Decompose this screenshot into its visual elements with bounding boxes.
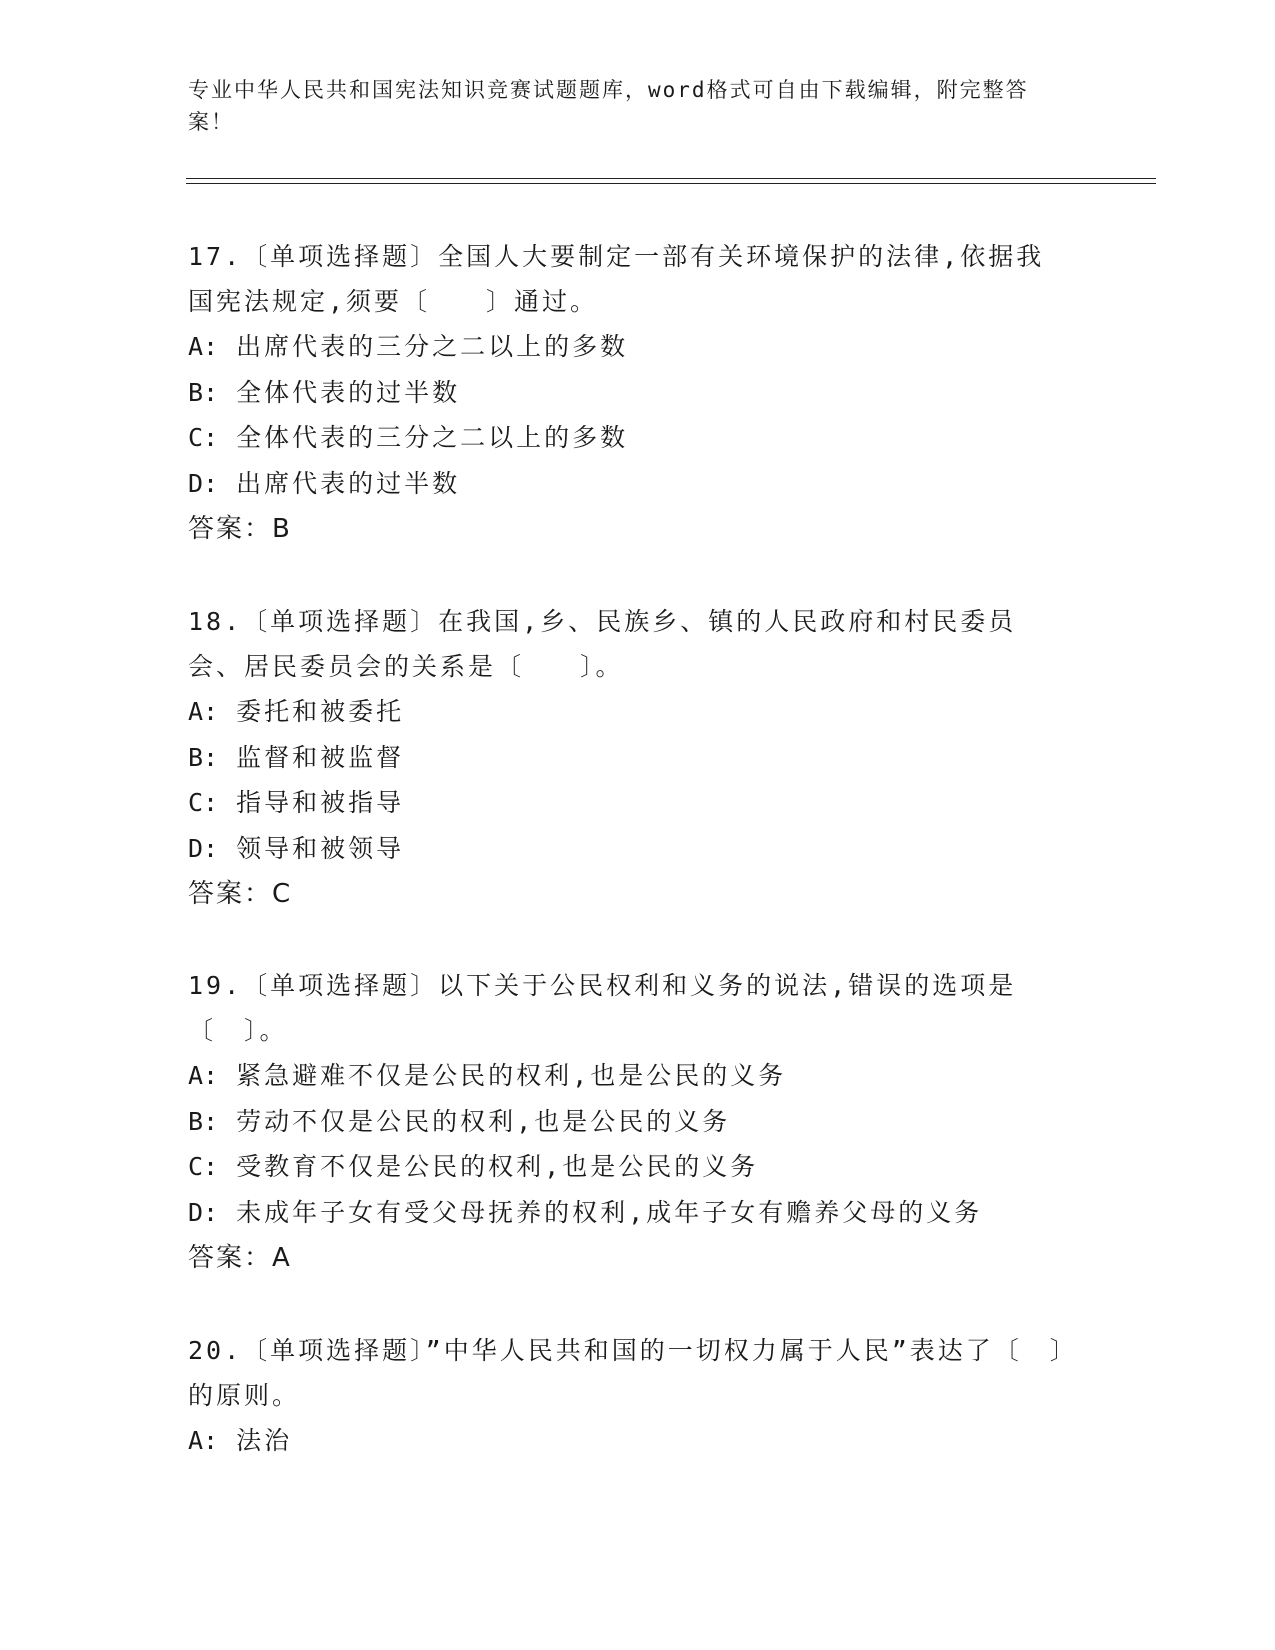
option-text: 紧急避难不仅是公民的权利,也是公民的义务 — [236, 1061, 787, 1090]
option-letter: A: — [188, 1426, 219, 1455]
question-19 — [188, 963, 1068, 1281]
option-letter: C: — [188, 423, 219, 452]
option-text: 出席代表的过半数 — [236, 468, 461, 498]
option-text: 未成年子女有受父母抚养的权利,成年子女有赡养父母的义务 — [236, 1197, 983, 1227]
question-17 — [188, 234, 1068, 552]
question-stem: 17.〔单项选择题〕全国人大要制定一部有关环境保护的法律,依据我国宪法规定,须要〔 〕通过。 — [188, 242, 1045, 316]
option-text: 监督和被监督 — [236, 742, 405, 772]
option-letter: A: — [188, 697, 219, 726]
option-letter: A: — [188, 1061, 219, 1090]
question-stem: 20.〔单项选择题〕”中华人民共和国的一切权力属于人民”表达了〔 〕的原则。 — [188, 1336, 1066, 1410]
option-text: 指导和被指导 — [236, 788, 405, 817]
option-text: 全体代表的三分之二以上的多数 — [236, 423, 629, 452]
option-c — [188, 415, 1068, 461]
option-d — [188, 826, 1068, 872]
option-text: 全体代表的过半数 — [236, 377, 461, 407]
header-divider-top — [186, 178, 1156, 179]
header-divider-bottom — [186, 183, 1156, 184]
option-d — [188, 1190, 1068, 1236]
option-c — [188, 780, 1068, 826]
option-text: 领导和被领导 — [236, 833, 405, 863]
answer-line: 答案：A — [188, 1243, 292, 1273]
option-b — [188, 1099, 1068, 1145]
option-a — [188, 689, 1068, 735]
option-letter: C: — [188, 788, 219, 817]
option-b — [188, 370, 1068, 416]
option-a — [188, 324, 1068, 370]
question-stem: 18.〔单项选择题〕在我国,乡、民族乡、镇的人民政府和村民委员会、居民委员会的关系是〔 〕。 — [188, 607, 1017, 681]
question-stem: 19.〔单项选择题〕以下关于公民权利和义务的说法,错误的选项是〔 〕。 — [188, 971, 1017, 1045]
option-letter: B: — [188, 377, 219, 407]
answer-line: 答案：B — [188, 514, 292, 544]
option-a — [188, 1053, 1068, 1099]
option-letter: C: — [188, 1152, 219, 1181]
option-text: 受教育不仅是公民的权利,也是公民的义务 — [236, 1152, 759, 1181]
option-letter: D: — [188, 468, 219, 498]
option-d — [188, 461, 1068, 507]
option-b — [188, 735, 1068, 781]
option-letter: B: — [188, 742, 219, 772]
option-text: 法治 — [236, 1426, 293, 1455]
option-letter: B: — [188, 1106, 219, 1136]
option-letter: D: — [188, 1197, 219, 1227]
option-c — [188, 1144, 1068, 1190]
option-letter: A: — [188, 332, 219, 361]
question-18 — [188, 599, 1068, 917]
option-text: 委托和被委托 — [236, 697, 405, 726]
option-letter: D: — [188, 833, 219, 863]
option-text: 劳动不仅是公民的权利,也是公民的义务 — [236, 1106, 731, 1136]
option-a — [188, 1418, 1068, 1464]
option-text: 出席代表的三分之二以上的多数 — [236, 332, 629, 361]
question-20 — [188, 1328, 1068, 1464]
document-header: 专业中华人民共和国宪法知识竞赛试题题库，word格式可自由下载编辑，附完整答案！ — [188, 78, 1029, 134]
answer-line: 答案：C — [188, 879, 293, 909]
